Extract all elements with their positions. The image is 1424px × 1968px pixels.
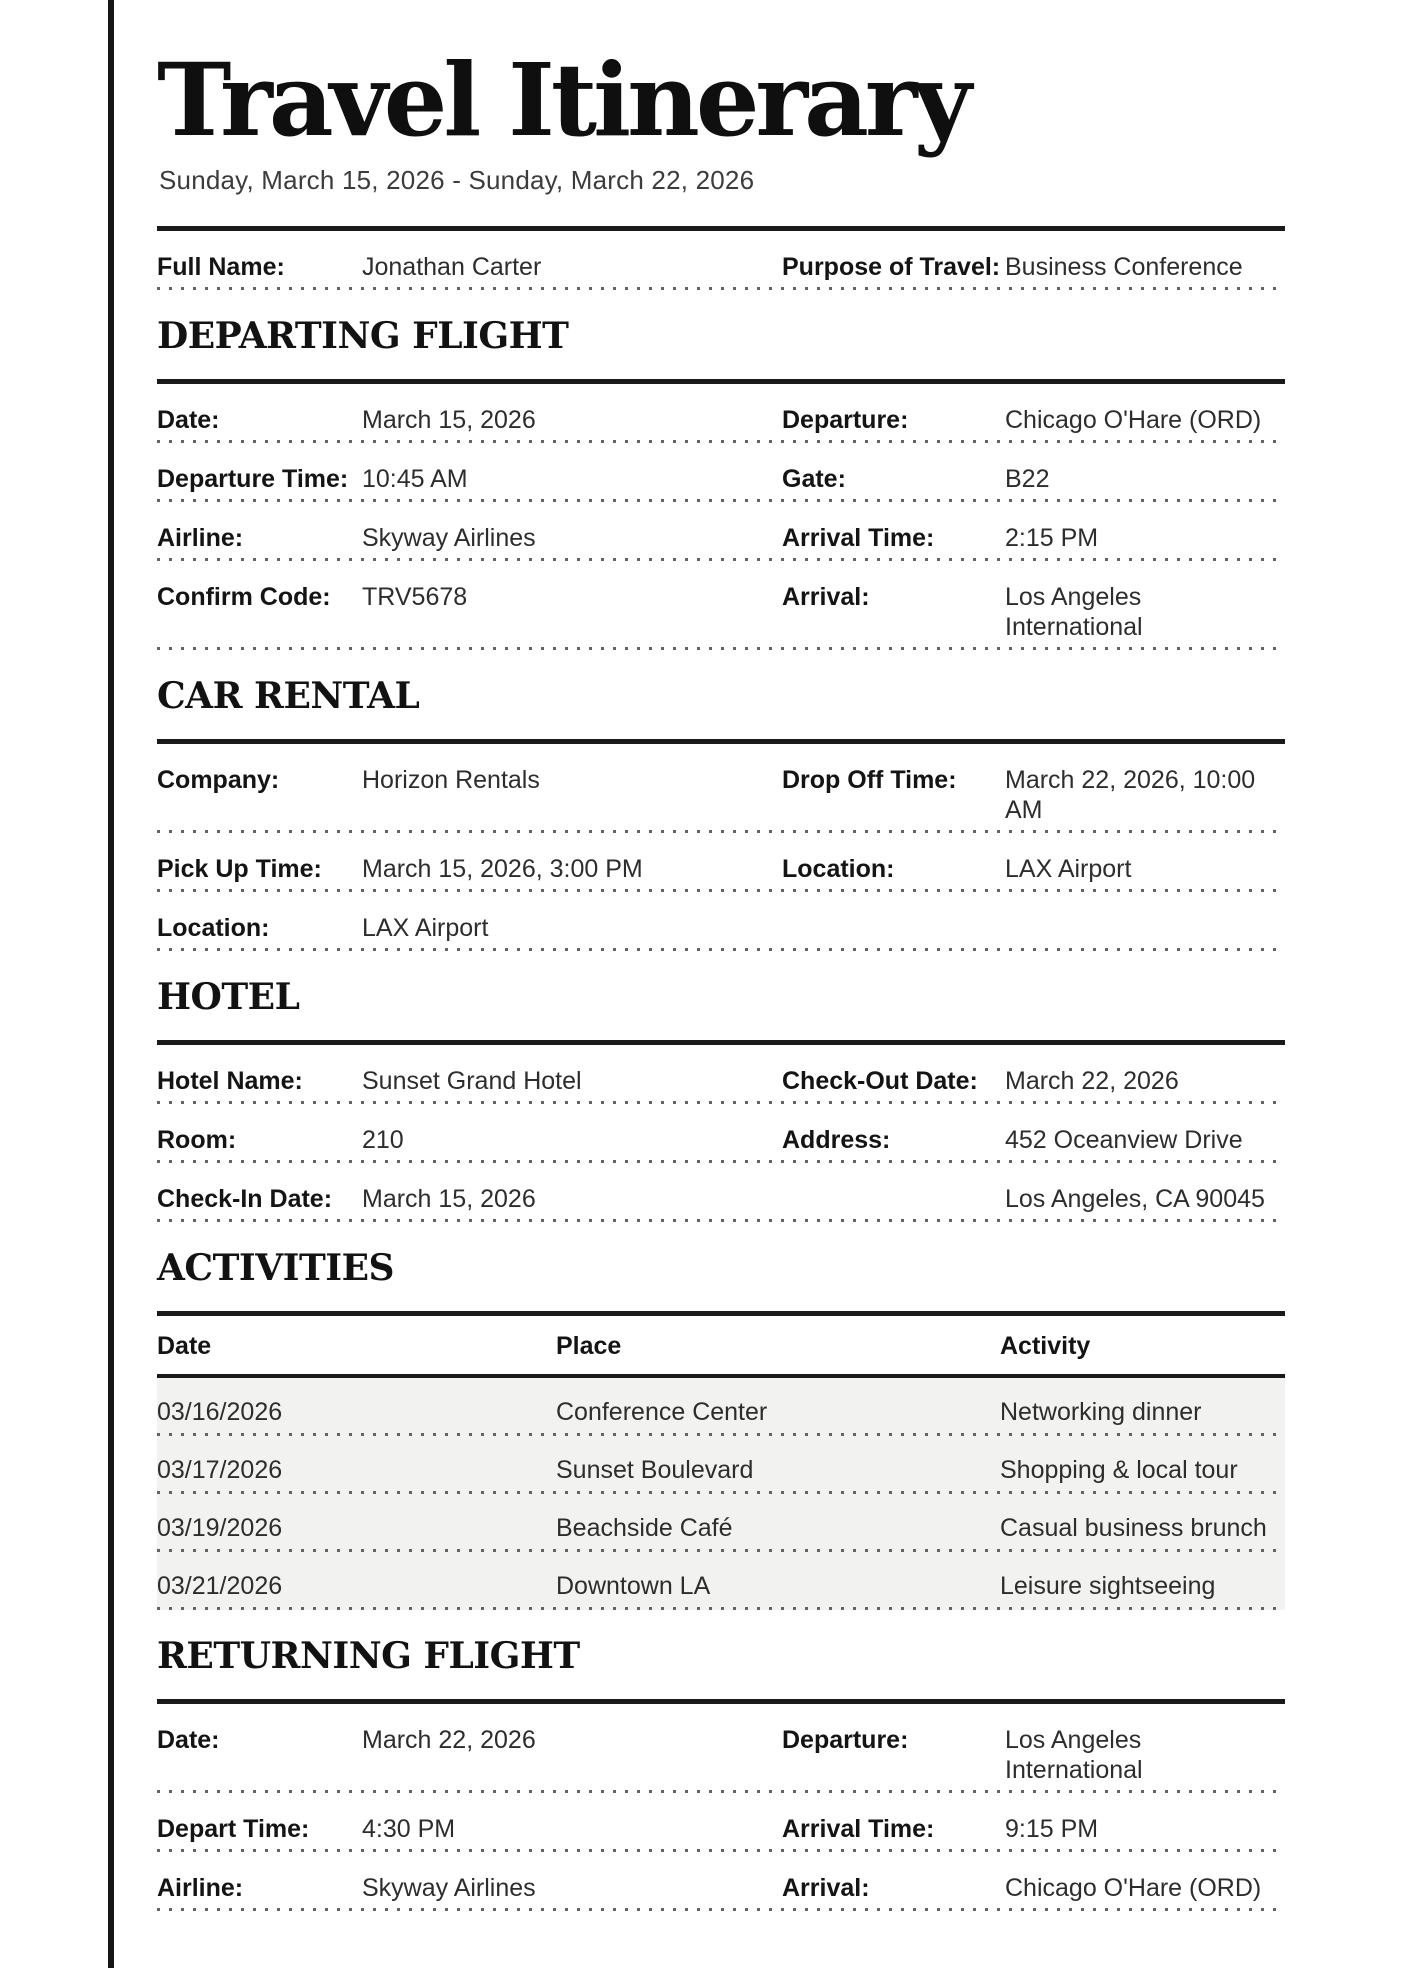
column-header-place: Place (556, 1332, 622, 1360)
field-label: Arrival: (782, 1874, 870, 1902)
section-heading-hotel: HOTEL (157, 976, 300, 1018)
departure-time-field (157, 464, 782, 494)
field-label: Departure: (782, 1726, 909, 1754)
field-row (157, 384, 1285, 443)
field-label: Location: (157, 914, 270, 942)
field-label: Date: (157, 1726, 220, 1754)
check-out-date-field (782, 1066, 1285, 1096)
field-label: Hotel Name: (157, 1067, 303, 1095)
field-value: Sunset Grand Hotel (362, 1067, 582, 1095)
field-value: March 15, 2026, 3:00 PM (362, 855, 643, 883)
rental-location-field (782, 854, 1285, 884)
field-row (157, 1045, 1285, 1104)
field-label: Depart Time: (157, 1815, 310, 1843)
field-value: March 22, 2026 (362, 1726, 536, 1754)
activity-description: Shopping & local tour (1000, 1456, 1238, 1484)
field-row (157, 833, 1285, 892)
table-row (157, 1378, 1285, 1436)
room-field (157, 1125, 782, 1155)
purpose-field (782, 252, 1285, 282)
activity-description: Networking dinner (1000, 1398, 1202, 1426)
activities-table-body (157, 1378, 1285, 1610)
field-value: Los Angeles International (1005, 1726, 1143, 1784)
confirm-code-field (157, 582, 782, 642)
table-row (157, 1494, 1285, 1552)
date-field (157, 405, 782, 435)
field-value: 9:15 PM (1005, 1815, 1099, 1843)
page-header (157, 0, 1285, 196)
field-row (157, 1104, 1285, 1163)
table-row (157, 1552, 1285, 1610)
field-label: Room: (157, 1126, 237, 1154)
left-accent-bar (108, 0, 114, 1968)
field-value: LAX Airport (362, 914, 489, 942)
table-row (157, 1436, 1285, 1494)
field-label: Purpose of Travel: (782, 253, 1001, 281)
field-label: Departure Time: (157, 465, 349, 493)
field-row (157, 892, 1285, 951)
field-value: LAX Airport (1005, 855, 1132, 883)
field-label: Airline: (157, 1874, 244, 1902)
date-field (157, 1725, 782, 1785)
arrival-field (782, 582, 1285, 642)
field-label: Full Name: (157, 253, 285, 281)
field-label: Pick Up Time: (157, 855, 322, 883)
airline-field (157, 523, 782, 553)
field-label: Confirm Code: (157, 583, 331, 611)
field-label: Arrival Time: (782, 524, 935, 552)
traveler-row (157, 231, 1285, 290)
field-value: Business Conference (1005, 253, 1243, 281)
hotel-name-field (157, 1066, 782, 1096)
field-value: March 22, 2026, 10:00 AM (1005, 766, 1256, 824)
trip-date-range: Sunday, March 15, 2026 - Sunday, March 22, 2026 (159, 165, 755, 195)
address-line2-field (782, 1184, 1285, 1214)
field-value: Skyway Airlines (362, 524, 536, 552)
field-label: Check-In Date: (157, 1185, 333, 1213)
field-row (157, 744, 1285, 833)
field-row (157, 1704, 1285, 1793)
field-row (157, 1793, 1285, 1852)
field-row (157, 1852, 1285, 1911)
field-label: Company: (157, 766, 280, 794)
pick-up-time-field (157, 854, 782, 884)
field-value: 452 Oceanview Drive (1005, 1126, 1243, 1154)
field-label: Arrival: (782, 583, 870, 611)
section-heading-car-rental: CAR RENTAL (157, 675, 420, 717)
empty-field (782, 913, 1285, 943)
field-value: Skyway Airlines (362, 1874, 536, 1902)
arrival-time-field (782, 523, 1285, 553)
activity-date: 03/16/2026 (157, 1398, 283, 1426)
column-header-activity: Activity (1000, 1332, 1091, 1360)
field-label: Location: (782, 855, 895, 883)
field-label: Arrival Time: (782, 1815, 935, 1843)
activity-place: Downtown LA (556, 1572, 711, 1600)
activity-place: Beachside Café (556, 1514, 733, 1542)
field-label: Address: (782, 1126, 891, 1154)
field-value: Chicago O'Hare (ORD) (1005, 1874, 1262, 1902)
check-in-date-field (157, 1184, 782, 1214)
field-value: Chicago O'Hare (ORD) (1005, 406, 1262, 434)
field-value: TRV5678 (362, 583, 468, 611)
activity-date: 03/19/2026 (157, 1514, 283, 1542)
column-header-date: Date (157, 1332, 212, 1360)
field-value: March 15, 2026 (362, 406, 536, 434)
activity-date: 03/17/2026 (157, 1456, 283, 1484)
field-label: Departure: (782, 406, 909, 434)
field-value: Los Angeles International (1005, 583, 1143, 641)
section-heading-activities: ACTIVITIES (157, 1247, 395, 1289)
field-value: Jonathan Carter (362, 253, 542, 281)
itinerary-document (157, 0, 1285, 1911)
field-value: 10:45 AM (362, 465, 468, 493)
field-row (157, 502, 1285, 561)
activity-description: Leisure sightseeing (1000, 1572, 1216, 1600)
field-value: Horizon Rentals (362, 766, 540, 794)
activity-date: 03/21/2026 (157, 1572, 283, 1600)
field-label: Date: (157, 406, 220, 434)
field-value: 2:15 PM (1005, 524, 1099, 552)
field-label: Drop Off Time: (782, 766, 957, 794)
address-field (782, 1125, 1285, 1155)
rental-location-field (157, 913, 782, 943)
gate-field (782, 464, 1285, 494)
field-value: B22 (1005, 465, 1050, 493)
section-heading-returning-flight: RETURNING FLIGHT (157, 1635, 580, 1677)
departure-field (782, 405, 1285, 435)
field-value: March 15, 2026 (362, 1185, 536, 1213)
field-label: Check-Out Date: (782, 1067, 978, 1095)
activity-description: Casual business brunch (1000, 1514, 1267, 1542)
field-value: March 22, 2026 (1005, 1067, 1179, 1095)
field-label: Gate: (782, 465, 846, 493)
section-heading-departing-flight: DEPARTING FLIGHT (157, 315, 569, 357)
field-row (157, 561, 1285, 650)
drop-off-time-field (782, 765, 1285, 825)
airline-field (157, 1873, 782, 1903)
field-row (157, 443, 1285, 502)
field-label: Airline: (157, 524, 244, 552)
depart-time-field (157, 1814, 782, 1844)
activity-place: Conference Center (556, 1398, 768, 1426)
activities-table-header (157, 1316, 1285, 1374)
arrival-time-field (782, 1814, 1285, 1844)
arrival-field (782, 1873, 1285, 1903)
field-row (157, 1163, 1285, 1222)
activity-place: Sunset Boulevard (556, 1456, 754, 1484)
field-value: Los Angeles, CA 90045 (1005, 1185, 1265, 1213)
field-value: 4:30 PM (362, 1815, 456, 1843)
company-field (157, 765, 782, 825)
page-title: Travel Itinerary (157, 41, 968, 159)
departure-field (782, 1725, 1285, 1785)
full-name-field (157, 252, 782, 282)
field-value: 210 (362, 1126, 404, 1154)
